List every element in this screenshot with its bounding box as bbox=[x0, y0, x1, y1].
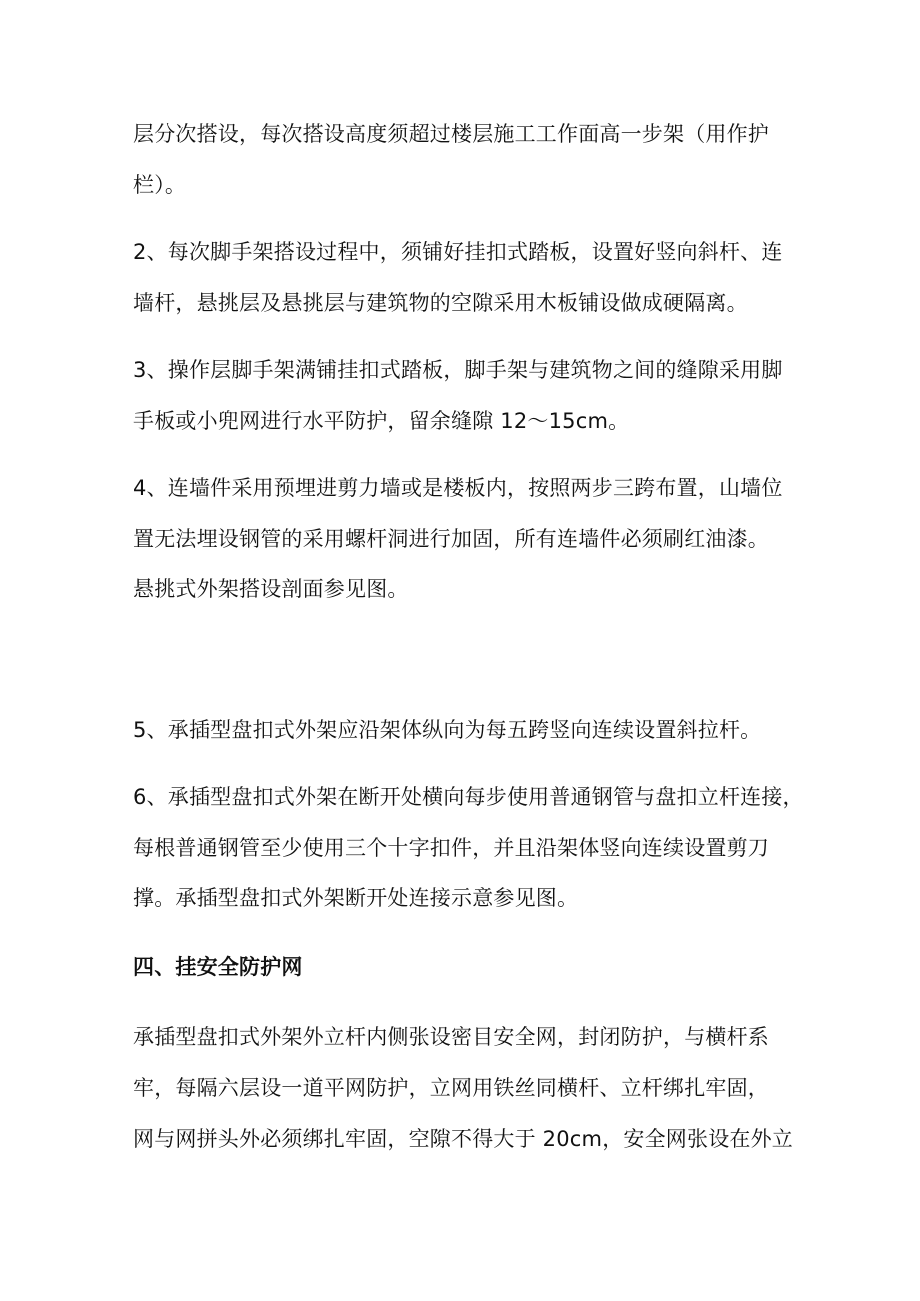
paragraph-6-line-2: 每根普通钢管至少使用三个十字扣件，并且沿架体竖向连续设置剪刀 bbox=[133, 836, 769, 860]
paragraph-4-line-1: 4、连墙件采用预埋进剪力墙或是楼板内，按照两步三跨布置，山墙位 bbox=[133, 476, 783, 500]
paragraph-6-line-3: 撑。承插型盘扣式外架断开处连接示意参见图。 bbox=[133, 886, 579, 910]
paragraph-1-line-1: 层分次搭设，每次搭设高度须超过楼层施工工作面高一步架（用作护 bbox=[133, 122, 769, 146]
paragraph-1-line-2: 栏）。 bbox=[133, 173, 187, 197]
paragraph-4-line-3: 悬挑式外架搭设剖面参见图。 bbox=[133, 577, 409, 601]
section-paragraph-line-2: 牢，每隔六层设一道平网防护，立网用铁丝同横杆、立杆绑扎牢固， bbox=[133, 1076, 769, 1100]
paragraph-2-line-1: 2、每次脚手架搭设过程中，须铺好挂扣式踏板，设置好竖向斜杆、连 bbox=[133, 240, 783, 264]
paragraph-4-line-2: 置无法埋设钢管的采用螺杆洞进行加固，所有连墙件必须刷红油漆。 bbox=[133, 527, 769, 551]
paragraph-3-line-1: 3、操作层脚手架满铺挂扣式踏板，脚手架与建筑物之间的缝隙采用脚 bbox=[133, 358, 783, 382]
paragraph-5-line-1: 5、承插型盘扣式外架应沿架体纵向为每五跨竖向连续设置斜拉杆。 bbox=[133, 718, 762, 742]
section-heading: 四、挂安全防护网 bbox=[133, 955, 303, 979]
paragraph-6-line-1: 6、承插型盘扣式外架在断开处横向每步使用普通钢管与盘扣立杆连接， bbox=[133, 785, 804, 809]
section-paragraph-line-3: 网与网拼头外必须绑扎牢固，空隙不得大于 20cm，安全网张设在外立 bbox=[133, 1127, 793, 1151]
paragraph-2-line-2: 墙杆，悬挑层及悬挑层与建筑物的空隙采用木板铺设做成硬隔离。 bbox=[133, 291, 748, 315]
section-paragraph-line-1: 承插型盘扣式外架外立杆内侧张设密目安全网，封闭防护，与横杆系 bbox=[133, 1025, 769, 1049]
paragraph-3-line-2: 手板或小兜网进行水平防护，留余缝隙 12～15cm。 bbox=[133, 409, 630, 433]
